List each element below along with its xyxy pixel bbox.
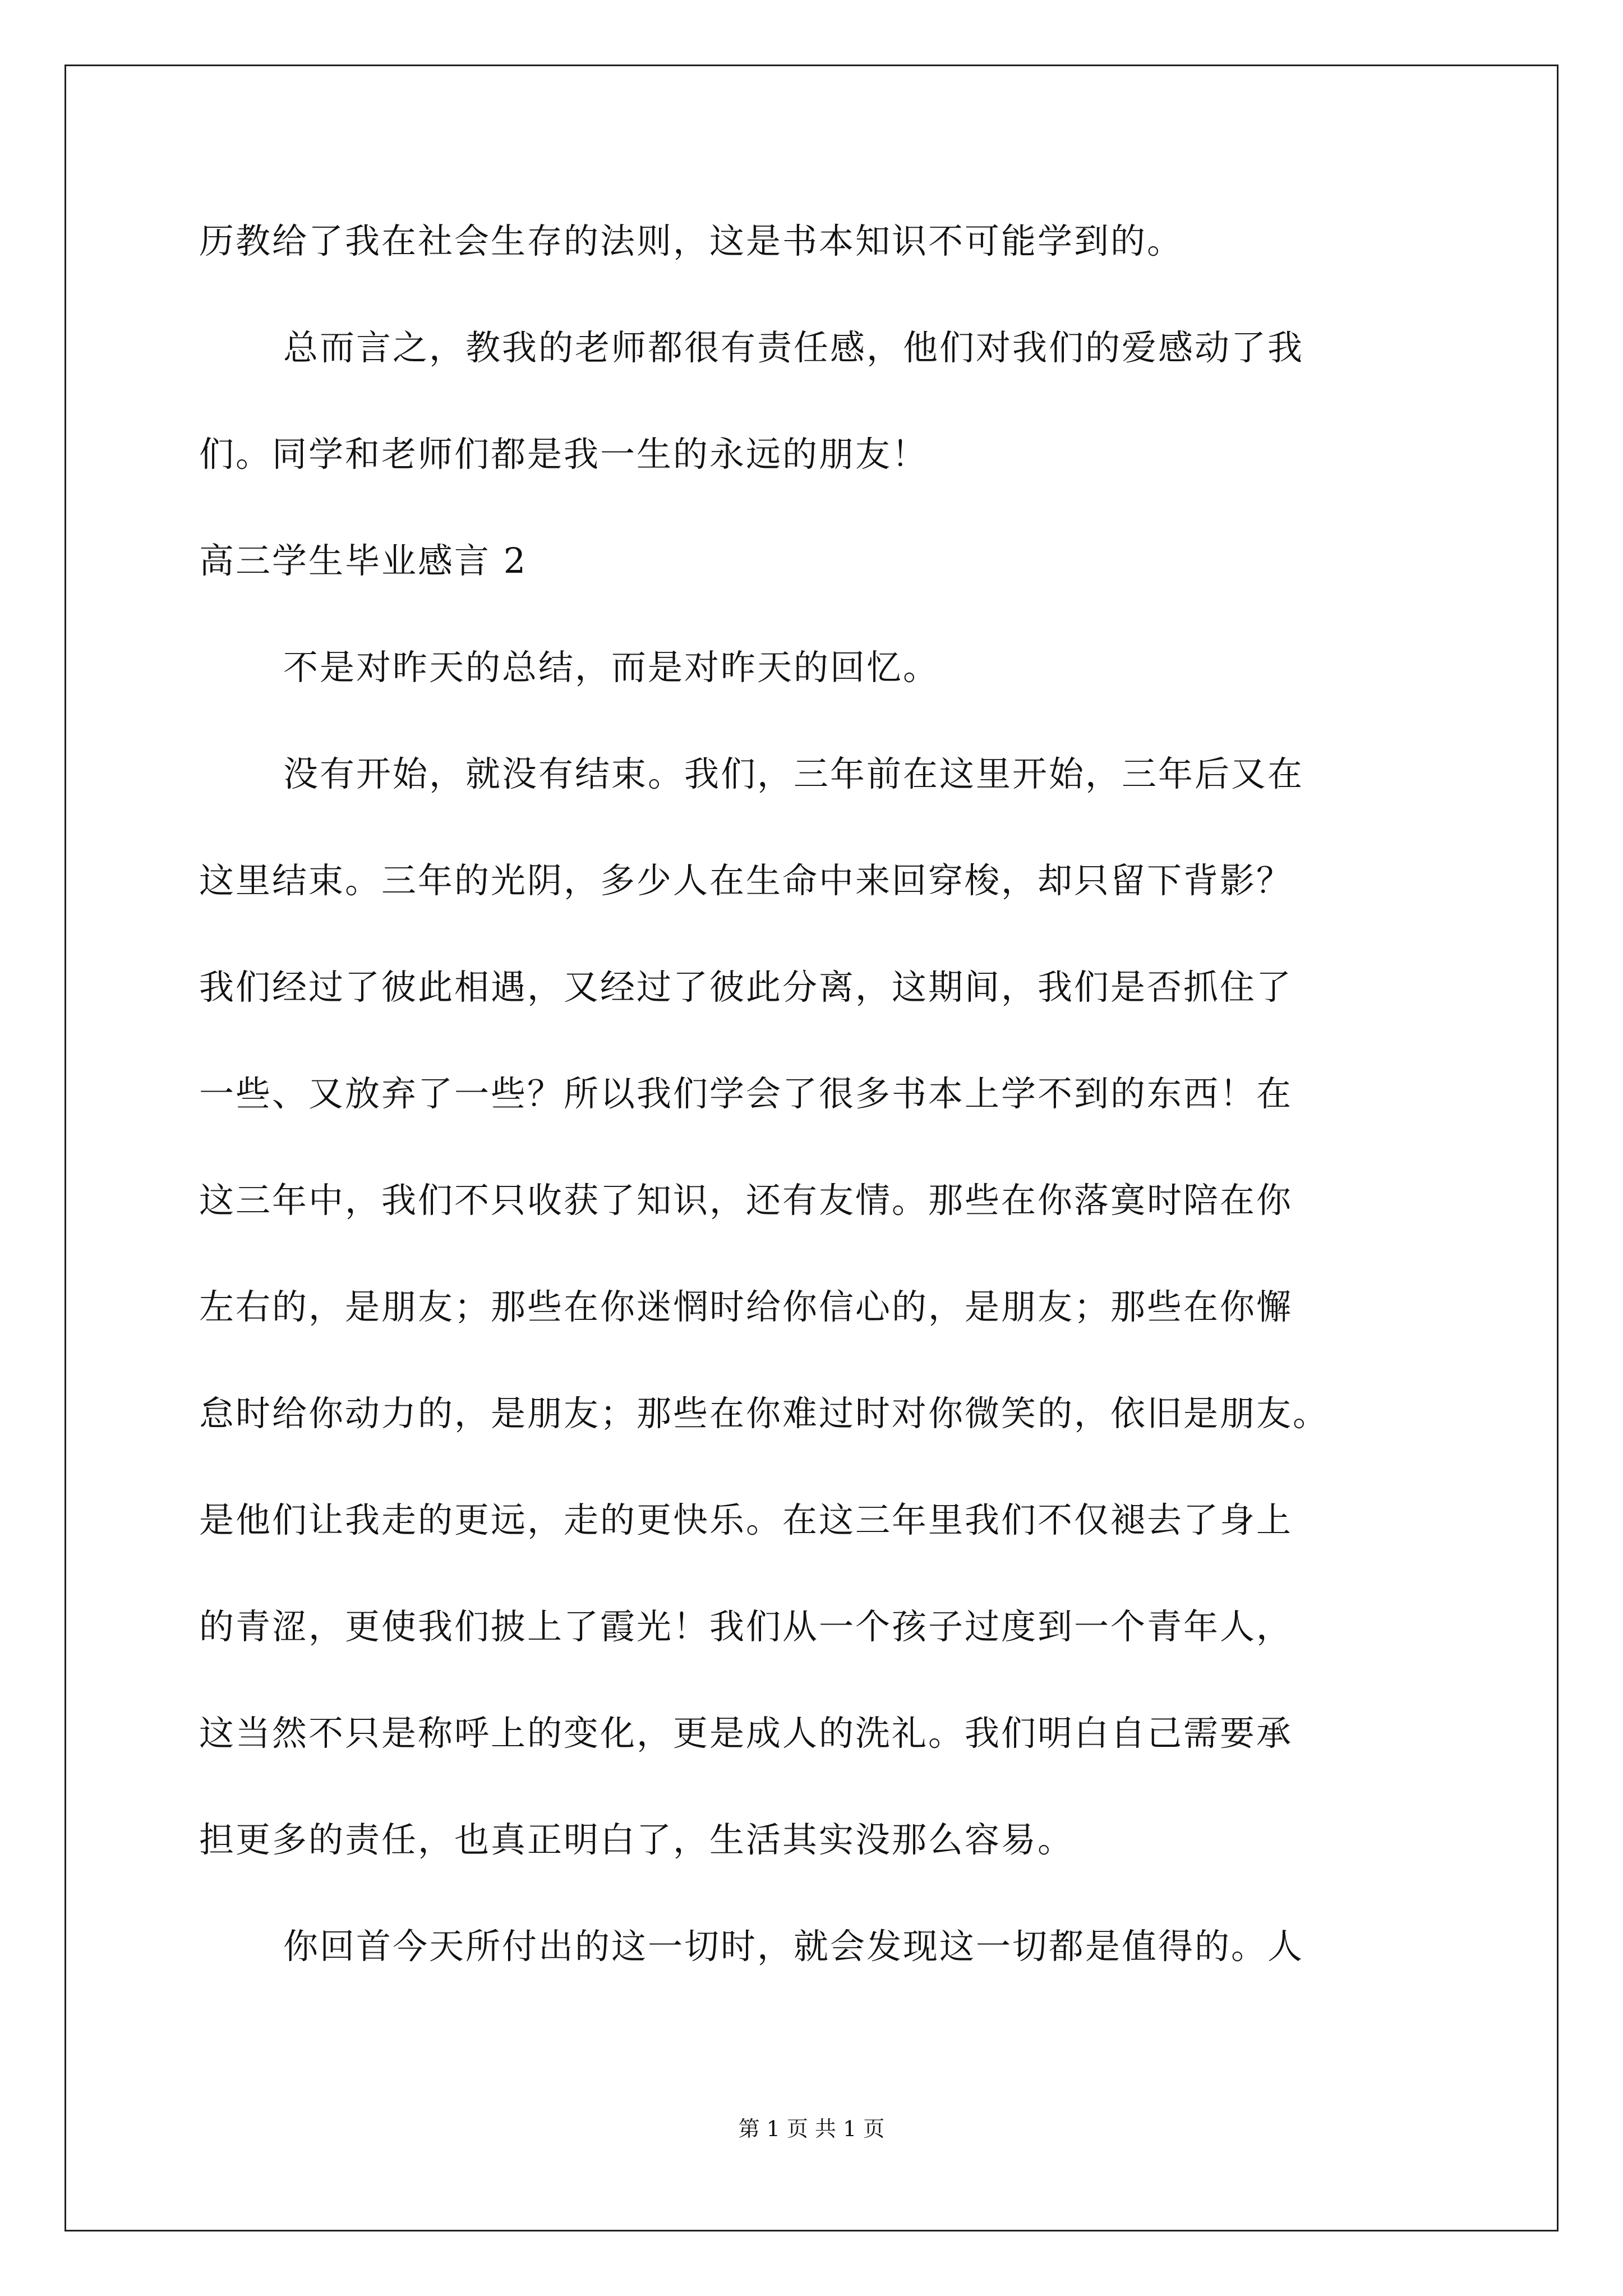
text-line: 左右的，是朋友；那些在你迷惘时给你信心的，是朋友；那些在你懈 xyxy=(199,1286,1293,1327)
text-line: 这当然不只是称呼上的变化，更是成人的洗礼。我们明白自己需要承 xyxy=(199,1713,1293,1754)
text-line: 的青涩，更使我们披上了霞光！我们从一个孩子过度到一个青年人， xyxy=(199,1606,1293,1647)
text-line: 历教给了我在社会生存的法则，这是书本知识不可能学到的。 xyxy=(199,220,1184,261)
page-frame xyxy=(64,65,1559,2231)
text-line: 一些、又放弃了一些？所以我们学会了很多书本上学不到的东西！在 xyxy=(199,1073,1293,1114)
paragraph-first-line: 你回首今天所付出的这一切时，就会发现这一切都是值得的。人 xyxy=(283,1926,1304,1967)
text-line: 是他们让我走的更远，走的更快乐。在这三年里我们不仅褪去了身上 xyxy=(199,1499,1293,1540)
text-line: 这三年中，我们不只收获了知识，还有友情。那些在你落寞时陪在你 xyxy=(199,1180,1293,1221)
page-number-footer: 第 1 页 共 1 页 xyxy=(738,2116,885,2141)
text-line: 这里结束。三年的光阴，多少人在生命中来回穿梭，却只留下背影？ xyxy=(199,860,1293,901)
section-heading: 高三学生毕业感言 2 xyxy=(199,540,528,581)
paragraph-first-line: 不是对昨天的总结，而是对昨天的回忆。 xyxy=(283,647,940,688)
text-line: 怠时给你动力的，是朋友；那些在你难过时对你微笑的，依旧是朋友。 xyxy=(199,1393,1330,1434)
paragraph-first-line: 总而言之，教我的老师都很有责任感，他们对我们的爱感动了我 xyxy=(283,327,1304,368)
text-line: 我们经过了彼此相遇，又经过了彼此分离，这期间，我们是否抓住了 xyxy=(199,967,1293,1007)
paragraph-first-line: 没有开始，就没有结束。我们，三年前在这里开始，三年后又在 xyxy=(283,753,1304,794)
text-line: 们。同学和老师们都是我一生的永远的朋友！ xyxy=(199,434,929,475)
text-line: 担更多的责任，也真正明白了，生活其实没那么容易。 xyxy=(199,1819,1075,1860)
